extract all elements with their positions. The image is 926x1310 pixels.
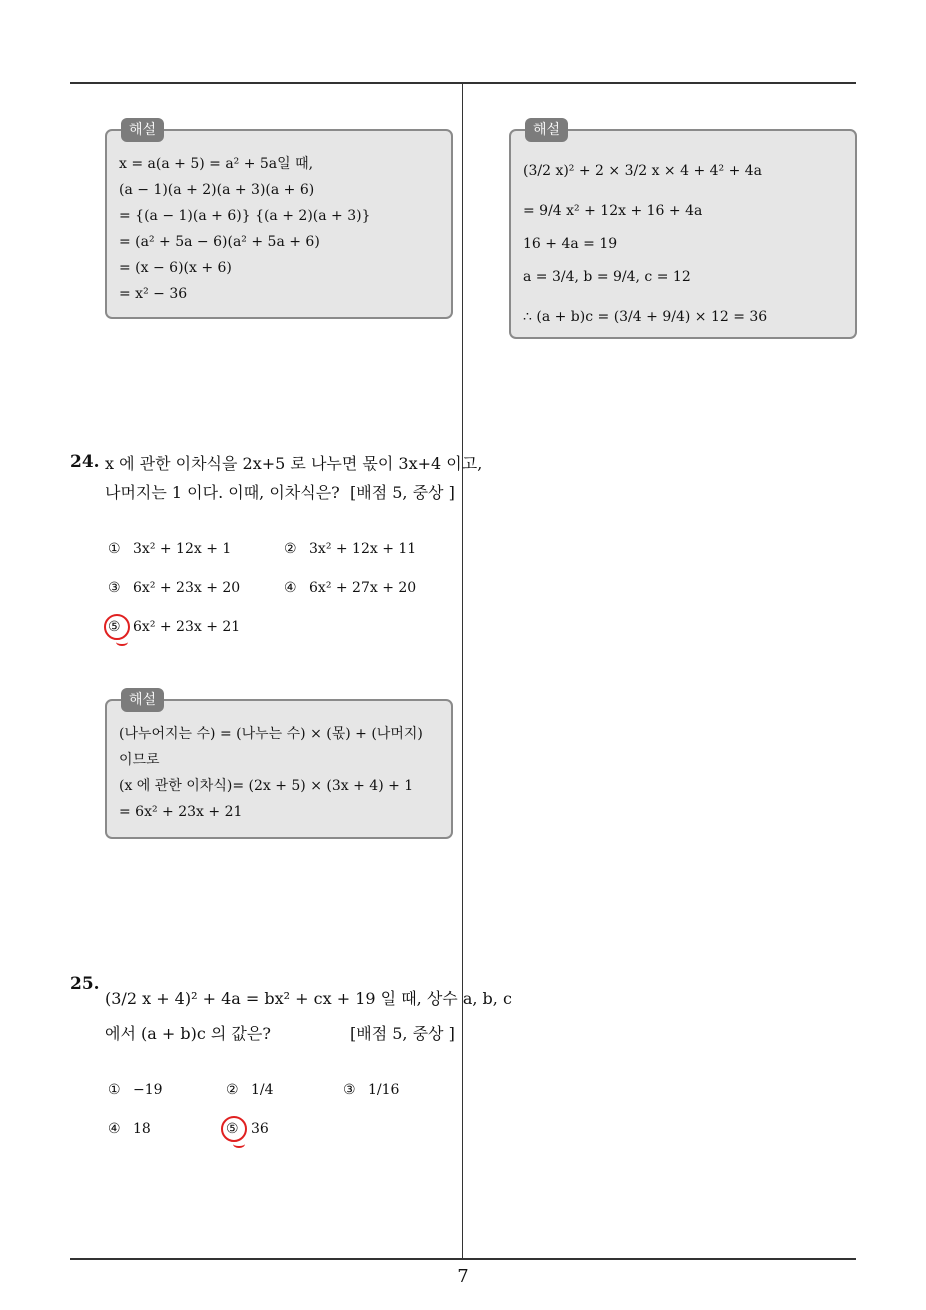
solution-line: = (x − 6)(x + 6) bbox=[119, 260, 232, 276]
answer-circle-icon bbox=[104, 614, 130, 640]
choice-25-3[interactable] bbox=[343, 1082, 399, 1098]
question-24-text-line1: x 에 관한 이차식을 2x+5 로 나누면 몫이 3x+4 이고, bbox=[105, 454, 483, 473]
choice-label: ④ bbox=[284, 580, 297, 596]
choice-label: ⑤ bbox=[108, 619, 121, 635]
solution-line: 이므로 bbox=[119, 752, 160, 768]
choice-label: ④ bbox=[108, 1121, 121, 1137]
solution-tag: 해설 bbox=[525, 118, 568, 142]
solution-line: a = 3/4, b = 9/4, c = 12 bbox=[523, 269, 691, 285]
solution-line: = (a² + 5a − 6)(a² + 5a + 6) bbox=[119, 234, 320, 250]
choice-label: ① bbox=[108, 541, 121, 557]
choice-label: ③ bbox=[343, 1082, 356, 1098]
choice-label: ① bbox=[108, 1082, 121, 1098]
solution-box-24 bbox=[105, 692, 453, 839]
solution-line: = {(a − 1)(a + 6)} {(a + 2)(a + 3)} bbox=[119, 208, 371, 224]
choice-text: 6x² + 27x + 20 bbox=[309, 580, 417, 596]
question-25-text-line1: (3/2 x + 4)² + 4a = bx² + cx + 19 일 때, 상수 a, b, c bbox=[105, 989, 512, 1008]
choice-label: ③ bbox=[108, 580, 121, 596]
choice-text: 18 bbox=[133, 1121, 151, 1137]
choice-25-1[interactable] bbox=[108, 1082, 163, 1098]
solution-line: (a − 1)(a + 2)(a + 3)(a + 6) bbox=[119, 182, 315, 198]
solution-tag: 해설 bbox=[121, 688, 164, 712]
solution-line: ∴ (a + b)c = (3/4 + 9/4) × 12 = 36 bbox=[523, 309, 768, 325]
solution-line: = x² − 36 bbox=[119, 286, 188, 302]
choice-text: 1/4 bbox=[251, 1082, 274, 1098]
question-24-meta: [배점 5, 중상 ] bbox=[350, 483, 455, 502]
column-divider bbox=[462, 83, 463, 1259]
choice-24-4[interactable] bbox=[284, 580, 416, 596]
solution-line: (3/2 x)² + 2 × 3/2 x × 4 + 4² + 4a bbox=[523, 163, 763, 179]
choice-label: ② bbox=[226, 1082, 239, 1098]
solution-line: = 9/4 x² + 12x + 16 + 4a bbox=[523, 203, 703, 219]
choice-24-3[interactable] bbox=[108, 580, 240, 596]
solution-line: x = a(a + 5) = a² + 5a일 때, bbox=[119, 156, 314, 172]
bottom-rule bbox=[70, 1258, 856, 1260]
page-number: 7 bbox=[457, 1266, 469, 1287]
choice-text: 6x² + 23x + 20 bbox=[133, 580, 241, 596]
question-number-24: 24. bbox=[70, 452, 100, 472]
choice-text: 6x² + 23x + 21 bbox=[133, 619, 241, 635]
choice-25-4[interactable] bbox=[108, 1121, 151, 1137]
question-25-meta: [배점 5, 중상 ] bbox=[350, 1024, 455, 1043]
solution-line: = 6x² + 23x + 21 bbox=[119, 804, 243, 820]
solution-line: (x 에 관한 이차식)= (2x + 5) × (3x + 4) + 1 bbox=[119, 778, 414, 794]
solution-line: 16 + 4a = 19 bbox=[523, 236, 618, 252]
choice-text: −19 bbox=[133, 1082, 163, 1098]
answer-circle-icon bbox=[221, 1116, 247, 1142]
choice-25-2[interactable] bbox=[226, 1082, 274, 1098]
choice-label: ② bbox=[284, 541, 297, 557]
choice-24-1[interactable] bbox=[108, 541, 231, 557]
solution-line: (나누어지는 수) = (나누는 수) × (몫) + (나머지) bbox=[119, 726, 423, 742]
choice-label: ⑤ bbox=[226, 1121, 239, 1137]
question-25-text-line2: 에서 (a + b)c 의 값은? bbox=[105, 1024, 271, 1043]
solution-box-23a bbox=[105, 122, 453, 319]
question-number-25: 25. bbox=[70, 974, 100, 994]
choice-text: 36 bbox=[251, 1121, 269, 1137]
top-rule bbox=[70, 82, 856, 84]
choice-24-2[interactable] bbox=[284, 541, 416, 557]
choice-text: 1/16 bbox=[368, 1082, 400, 1098]
choice-text: 3x² + 12x + 1 bbox=[133, 541, 232, 557]
choice-text: 3x² + 12x + 11 bbox=[309, 541, 417, 557]
question-24-text-line2: 나머지는 1 이다. 이때, 이차식은? bbox=[105, 483, 340, 502]
solution-box-23b bbox=[509, 122, 857, 339]
solution-tag: 해설 bbox=[121, 118, 164, 142]
